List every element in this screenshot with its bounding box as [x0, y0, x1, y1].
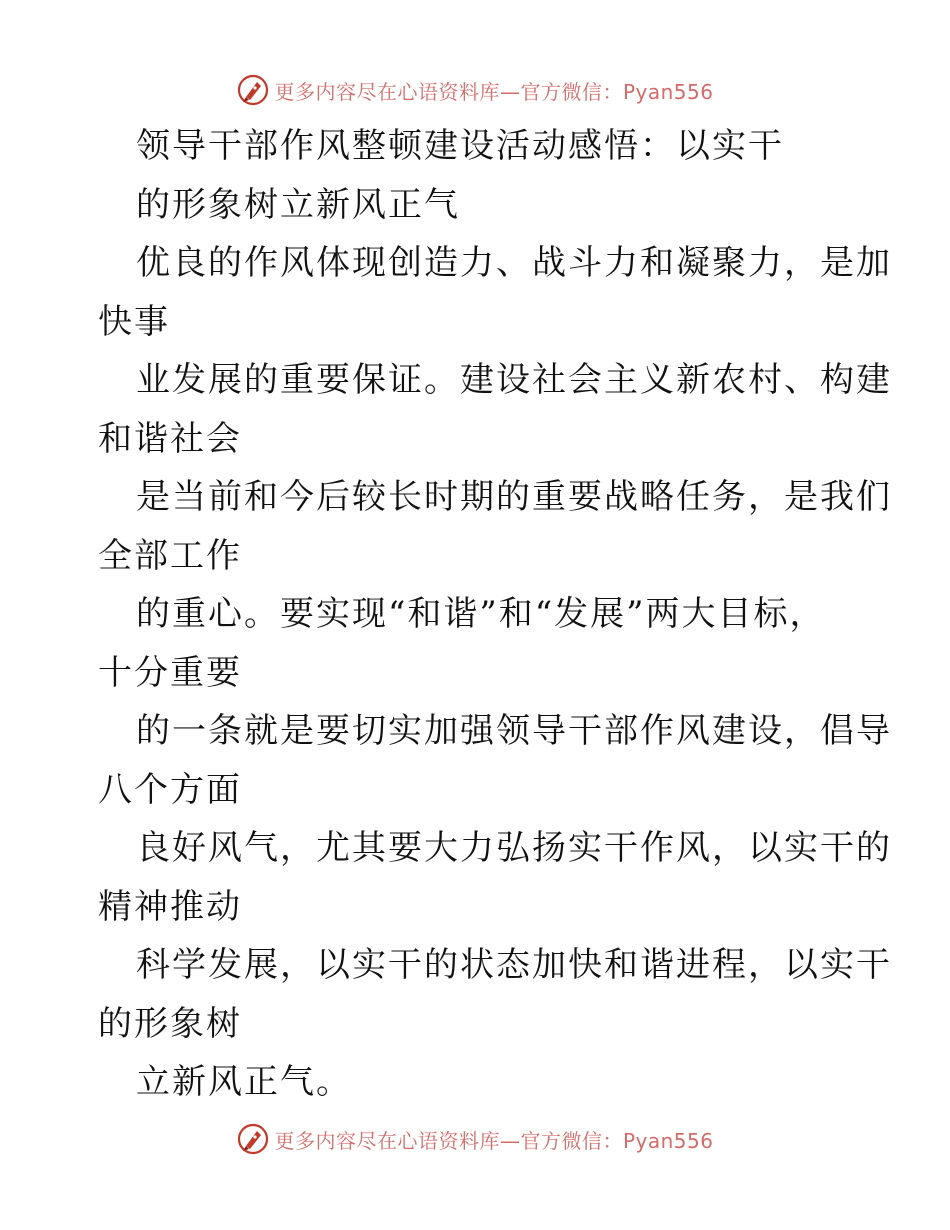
paragraph-line: 科学发展，以实干的状态加快和谐进程，以实干	[136, 945, 892, 985]
banner-text: 更多内容尽在心语资料库—官方微信：Pyan556	[274, 1128, 714, 1153]
paragraph-line: 精神推动	[98, 886, 242, 927]
paragraph-line: 全部工作	[98, 535, 242, 576]
footer-banner	[0, 1117, 950, 1161]
paragraph-line: 业发展的重要保证。建设社会主义新农村、构建	[136, 360, 892, 400]
paragraph-line: 的重心。要实现“和谐”和“发展”两大目标，	[136, 594, 826, 634]
pen-nib-logo-icon	[236, 73, 270, 107]
paragraph-line: 的一条就是要切实加强领导干部作风建设，倡导	[136, 711, 892, 751]
paragraph-line: 和谐社会	[98, 418, 242, 459]
paragraph-line: 快事	[98, 301, 170, 342]
document-body	[98, 117, 892, 1112]
pen-nib-logo-icon	[236, 1122, 270, 1156]
paragraph-line: 的形象树	[98, 1003, 242, 1044]
paragraph-line: 良好风气，尤其要大力弘扬实干作风，以实干的	[136, 828, 892, 868]
paragraph-line: 是当前和今后较长时期的重要战略任务，是我们	[136, 477, 892, 517]
document-title-line: 领导干部作风整顿建设活动感悟：以实干	[136, 126, 784, 166]
paragraph-line: 立新风正气。	[136, 1062, 352, 1102]
banner-text: 更多内容尽在心语资料库—官方微信：Pyan556	[274, 79, 714, 104]
paragraph-line: 八个方面	[98, 769, 242, 810]
paragraph-line: 优良的作风体现创造力、战斗力和凝聚力，是加	[136, 243, 892, 283]
paragraph-line: 十分重要	[98, 652, 242, 693]
document-title-line: 的形象树立新风正气	[136, 184, 460, 225]
header-banner	[0, 68, 950, 112]
